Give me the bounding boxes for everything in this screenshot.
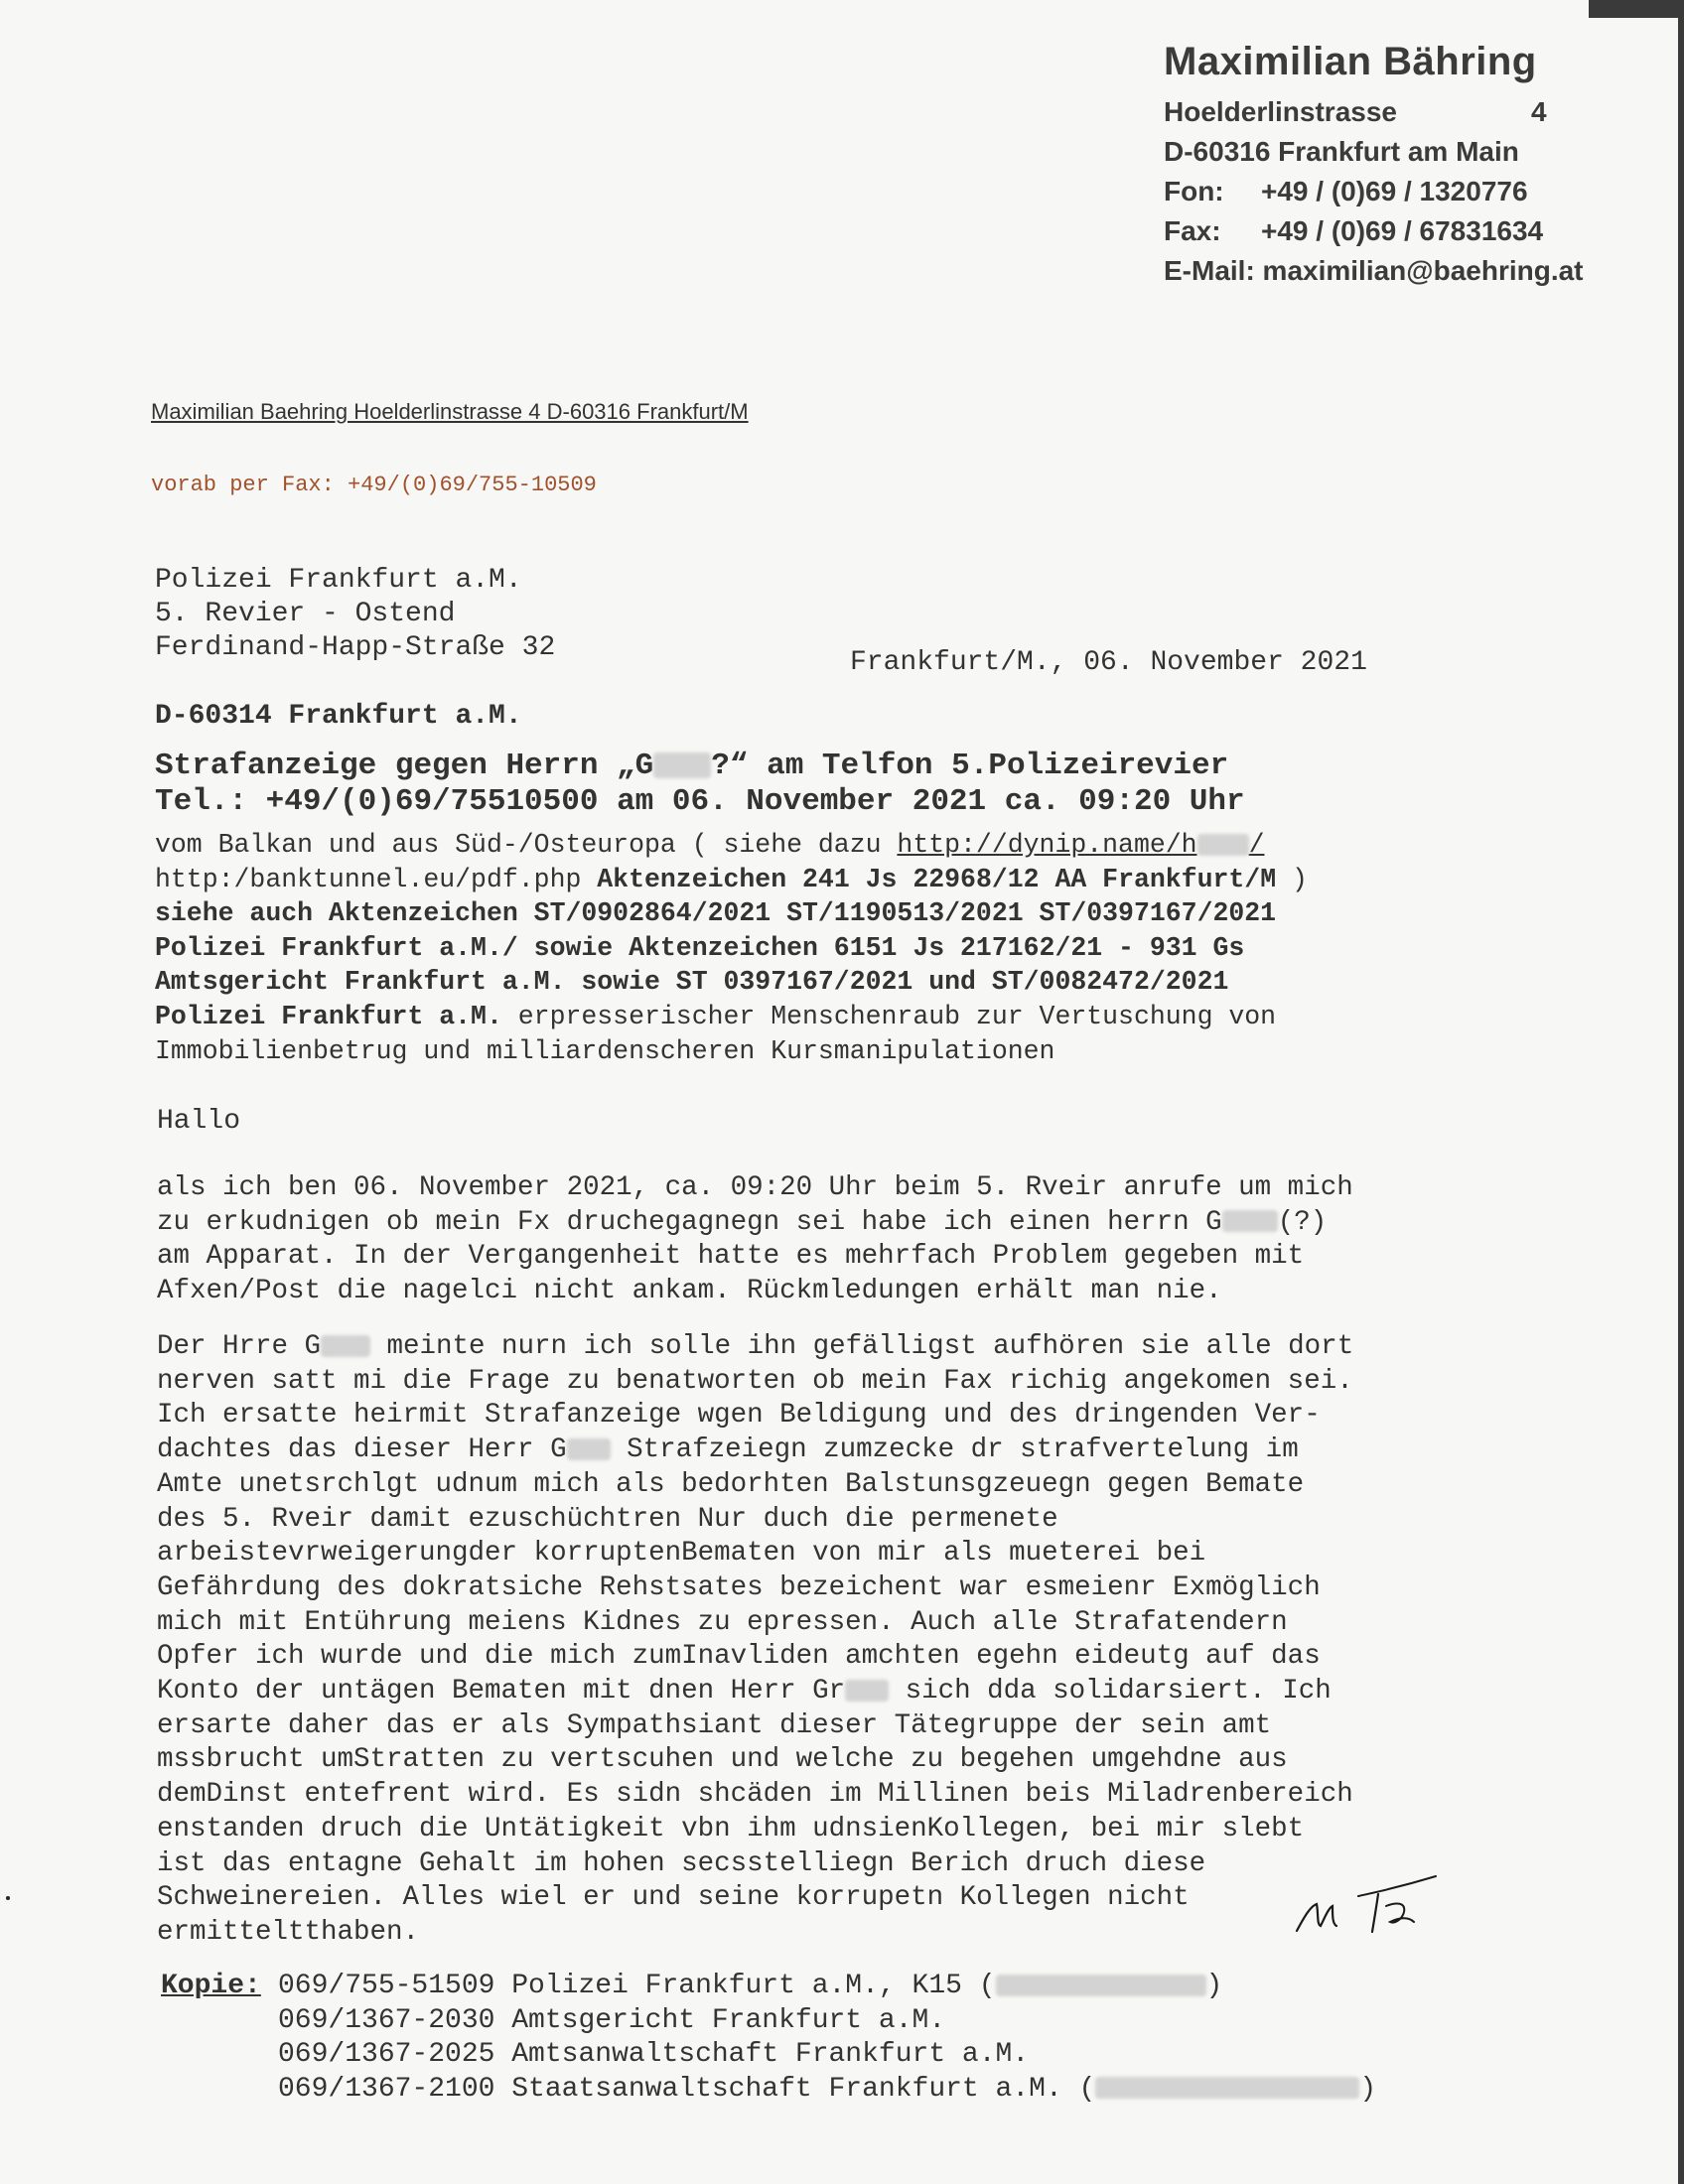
text-line: Schweinereien. Alles wiel er und seine korrupetn Kollegen nicht: [157, 1882, 1190, 1914]
paragraph-1: [157, 1171, 1353, 1308]
ref-line: [155, 863, 1308, 897]
subject-text: Strafanzeige gegen Herrn „G: [155, 749, 654, 783]
text-fragment: dachtes das dieser Herr G: [157, 1434, 567, 1466]
copy-label: Kopie:: [161, 1971, 261, 2001]
ref-line: Amtsgericht Frankfurt a.M. sowie ST 0397167/2021 und ST/0082472/2021: [155, 967, 1229, 998]
text-fragment: sich dda solidarsiert. Ich: [889, 1676, 1332, 1707]
text-line: nerven satt mi die Frage zu benatworten ob mein Fax richig angekomen sei.: [157, 1365, 1353, 1397]
ref-link-text: /: [1248, 830, 1265, 860]
subject-line: Tel.: +49/(0)69/75510500 am 06. November 2021 ca. 09:20 Uhr: [155, 784, 1245, 819]
sender-phone: +49 / (0)69 / 1320776: [1261, 176, 1528, 206]
redaction: [321, 1335, 370, 1357]
sender-street: Hoelderlinstrasse: [1164, 96, 1397, 127]
ref-text: erpresserischer Menschenraub zur Vertuschung von: [501, 1001, 1277, 1031]
text-line: Gefährdung des dokratsiche Rehstsates bezeichent war esmeienr Exmöglich: [157, 1571, 1321, 1603]
text-fragment: Konto der untägen Bematen mit dnen Herr Gr: [157, 1676, 846, 1707]
copy-list: [161, 1970, 1376, 2107]
scan-edge-top: [1589, 0, 1684, 18]
copy-row: [161, 1970, 1376, 2004]
text-line: [157, 1330, 1353, 1365]
copy-row: [161, 2038, 1376, 2073]
redaction: [567, 1438, 611, 1460]
text-line: [157, 1206, 1353, 1241]
text-line: mssbrucht umStratten zu vertscuhen und welche zu begehen umgehdne aus: [157, 1744, 1288, 1776]
subject-text: ?“ am Telfon 5.Polizeirevier: [711, 749, 1229, 783]
ref-text: vom Balkan und aus Süd-/Osteuropa ( siehe dazu: [155, 830, 898, 860]
recipient-zip: D-60314 Frankfurt a.M.: [155, 701, 522, 732]
copy-recipient: Amtsgericht Frankfurt a.M.: [511, 2004, 946, 2036]
text-line: [157, 1433, 1353, 1468]
ref-text: Polizei Frankfurt a.M.: [155, 1001, 502, 1031]
ref-text: http:/banktunnel.eu/pdf.php: [155, 864, 598, 894]
greeting: Hallo: [157, 1106, 241, 1137]
references: [155, 828, 1308, 1068]
redaction: [653, 752, 711, 778]
text-line: mich mit Entührung meiens Kidnes zu epressen. Auch alle Strafatendern: [157, 1606, 1288, 1638]
text-line: ersarte daher das er als Sympathsiant dieser Tätegruppe der sein amt: [157, 1709, 1272, 1741]
ref-link[interactable]: [897, 830, 1264, 860]
handwritten-signature: [1287, 1866, 1485, 1946]
text-fragment: Strafzeiegn zumzecke dr strafvertelung im: [610, 1434, 1299, 1466]
sender-letterhead: [1164, 40, 1584, 291]
sender-email: E-Mail: maximilian@baehring.at: [1164, 255, 1584, 286]
copy-recipient: Amtsanwaltschaft Frankfurt a.M.: [511, 2039, 1030, 2070]
copy-row: [161, 2004, 1376, 2039]
sender-street-line: [1164, 92, 1581, 132]
text-line: demDinst entefrent wird. Es sidn shcäden im Millinen beis Miladrenbereich: [157, 1779, 1353, 1811]
sender-city: D-60316 Frankfurt am Main: [1164, 136, 1519, 167]
text-line: Afxen/Post die nagelci nicht ankam. Rückmledungen erhält man nie.: [157, 1275, 1222, 1306]
copy-row: [161, 2073, 1376, 2108]
text-fragment: meinte nurn ich solle ihn gefälligst aufhören sie alle dort: [370, 1331, 1354, 1362]
copy-recipient: Staatsanwaltschaft Frankfurt a.M. (: [511, 2073, 1096, 2105]
ref-line: Polizei Frankfurt a.M./ sowie Aktenzeichen 6151 Js 217162/21 - 931 Gs: [155, 932, 1245, 963]
text-line: des 5. Rveir damit ezuschüchtren Nur duch die permenete: [157, 1503, 1058, 1535]
paragraph-2: [157, 1330, 1353, 1951]
text-line: arbeistevrweigerungder korruptenBematen von mir als mueterei bei: [157, 1538, 1206, 1570]
copy-end: ): [1205, 1971, 1223, 2001]
text-line: ist das entagne Gehalt im hohen secsstelliegn Berich druch diese: [157, 1847, 1206, 1879]
copy-number: 069/1367-2030: [278, 2004, 495, 2036]
text-line: Opfer ich wurde und die mich zumInavliden amchten egehn eideutg auf das: [157, 1641, 1321, 1673]
scan-speck: [6, 1896, 10, 1900]
recipient-address: [155, 564, 555, 665]
ref-line: Immobilienbetrug und milliardenscheren Kursmanipulationen: [155, 1035, 1055, 1066]
subject-line: [155, 749, 1245, 784]
letter-date: Frankfurt/M., 06. November 2021: [850, 647, 1367, 678]
text-line: Amte unetsrchlgt udnum mich als bedorhten Balstunsgzeuegn gegen Bemate: [157, 1468, 1305, 1500]
sender-phone-line: [1164, 172, 1581, 211]
ref-link-text: http://dynip.name/h: [897, 830, 1197, 860]
copy-recipient: Polizei Frankfurt a.M., K15 (: [511, 1971, 996, 2001]
redaction: [845, 1680, 889, 1702]
text-fragment: Der Hrre G: [157, 1331, 322, 1362]
redaction: [1095, 2077, 1359, 2099]
subject: [155, 749, 1245, 820]
text-line: enstanden druch die Untätigkeit vbn ihm udnsienKollegen, bei mir slebt: [157, 1813, 1305, 1844]
text-line: am Apparat. In der Vergangenheit hatte es mehrfach Problem gegeben mit: [157, 1241, 1305, 1273]
copy-number: 069/1367-2100: [278, 2073, 495, 2105]
sender-name: Maximilian Bähring: [1164, 40, 1537, 83]
recipient-line: 5. Revier - Ostend: [155, 599, 456, 629]
copy-number: 069/1367-2025: [278, 2039, 495, 2070]
redaction: [1197, 834, 1249, 856]
sender-phone-label: Fon:: [1164, 176, 1224, 206]
copy-end: ): [1359, 2073, 1377, 2105]
return-address: Maximilian Baehring Hoelderlinstrasse 4 D-60316 Frankfurt/M: [151, 399, 749, 424]
text-line: [157, 1675, 1353, 1709]
fax-note: vorab per Fax: +49/(0)69/755-10509: [151, 473, 597, 497]
case-number: Aktenzeichen 241 Js 22968/12 AA Frankfurt/M: [597, 864, 1277, 894]
sender-fax: +49 / (0)69 / 67831634: [1261, 215, 1544, 246]
recipient-line: Polizei Frankfurt a.M.: [155, 565, 522, 596]
redaction: [996, 1975, 1206, 1996]
ref-line: [155, 1000, 1308, 1034]
text-line: ermitteltthaben.: [157, 1916, 420, 1948]
text-fragment: zu erkudnigen ob mein Fx druchegagnegn sei habe ich einen herrn G: [157, 1206, 1222, 1238]
sender-fax-line: [1164, 211, 1581, 251]
sender-street-number: 4: [1531, 96, 1547, 127]
text-line: Ich ersatte heirmit Strafanzeige wgen Beldigung und des dringenden Ver-: [157, 1400, 1321, 1432]
copy-number: 069/755-51509: [278, 1971, 495, 2001]
text-line: als ich ben 06. November 2021, ca. 09:20 Uhr beim 5. Rveir anrufe um mich: [157, 1172, 1353, 1203]
ref-text: ): [1276, 864, 1308, 894]
ref-line: siehe auch Aktenzeichen ST/0902864/2021 ST/1190513/2021 ST/0397167/2021: [155, 898, 1277, 929]
text-fragment: (?): [1277, 1206, 1328, 1238]
scan-edge-right: [1678, 0, 1684, 2184]
recipient-line: Ferdinand-Happ-Straße 32: [155, 632, 556, 663]
sender-fax-label: Fax:: [1164, 215, 1221, 246]
ref-line: [155, 828, 1308, 863]
redaction: [1222, 1210, 1278, 1232]
